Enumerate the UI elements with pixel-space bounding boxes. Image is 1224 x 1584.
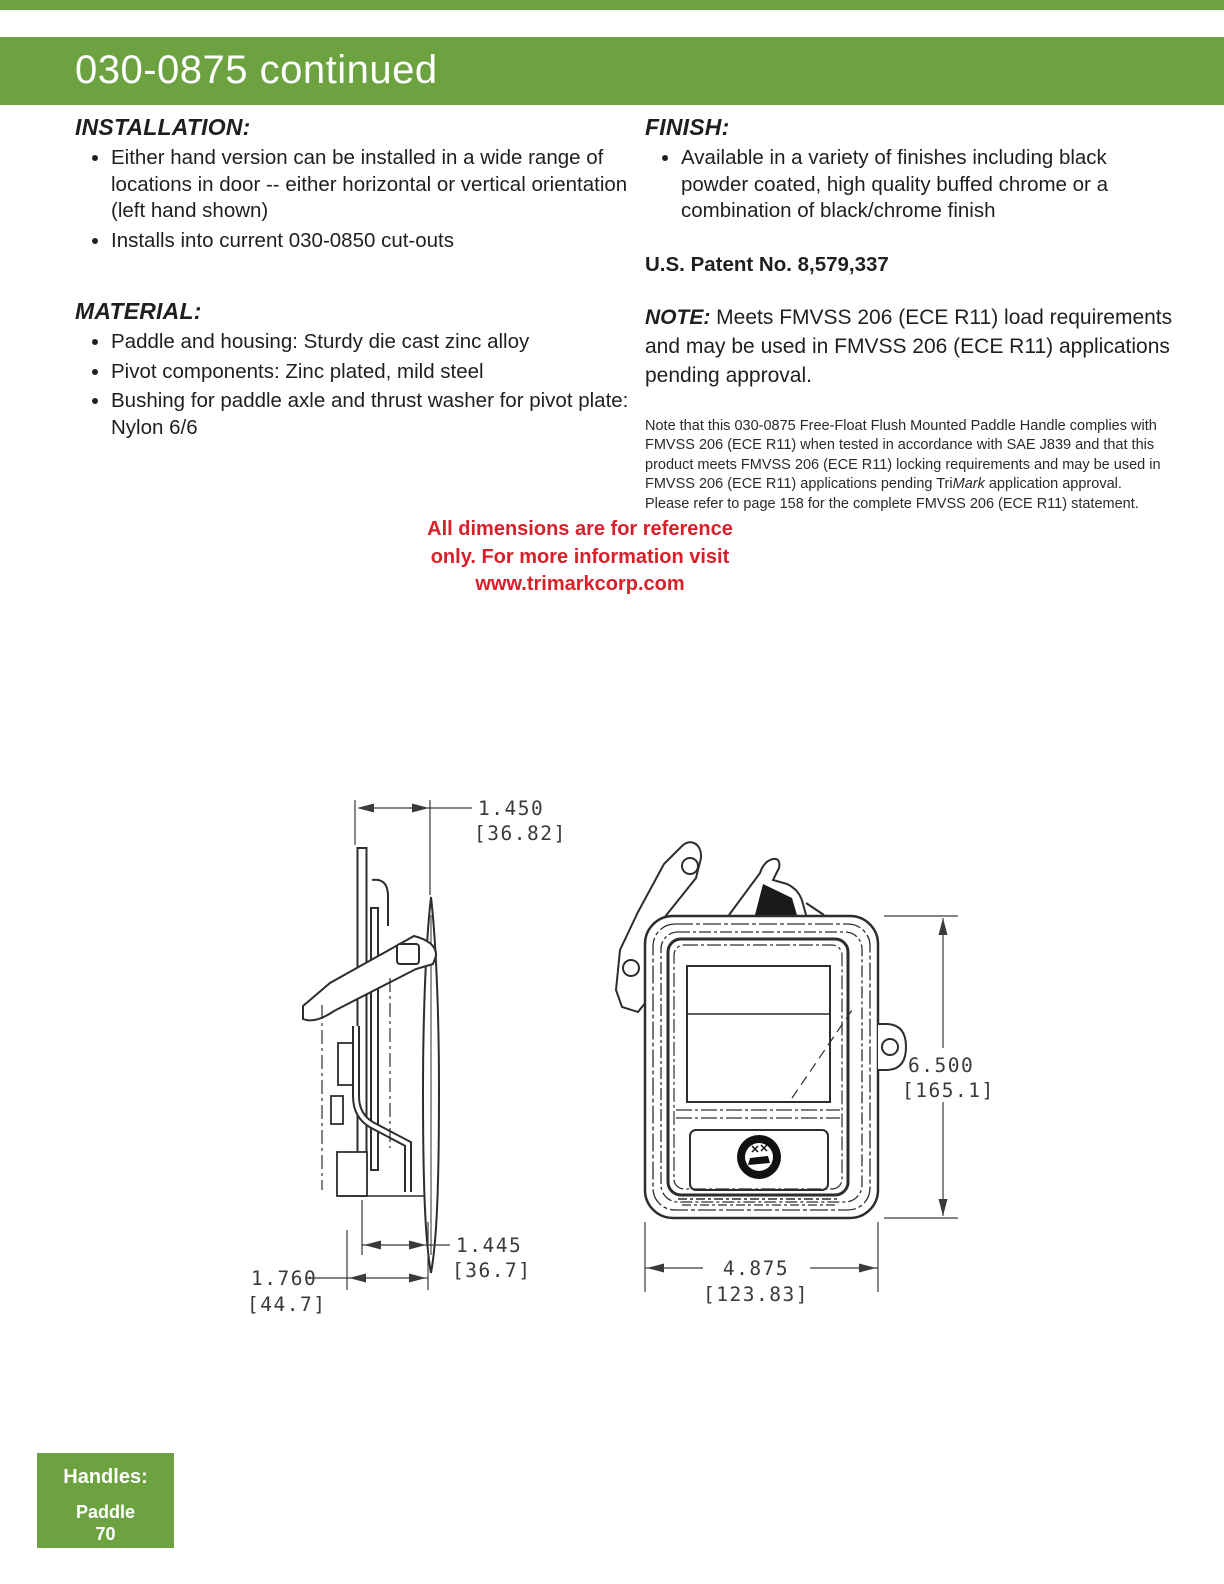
dim-side-top-mm: [36.82] xyxy=(474,822,567,845)
side-view-drawing xyxy=(303,848,439,1273)
notice-line: All dimensions are for reference xyxy=(427,518,733,540)
front-view-drawing xyxy=(616,842,906,1218)
installation-heading: INSTALLATION: xyxy=(75,114,251,140)
right-column xyxy=(645,114,1173,514)
bullet-item: • Pivot components: Zinc plated, mild steel xyxy=(111,359,635,386)
bullet-item: • Bushing for paddle axle and thrust washer for pivot plate: Nylon 6/6 xyxy=(111,388,635,441)
footer-subcategory: Paddle xyxy=(75,1502,136,1522)
dim-side-overall-mm: [44.7] xyxy=(247,1293,327,1316)
dim-side-overall-in: 1.760 xyxy=(251,1267,318,1290)
technical-drawing xyxy=(240,780,1030,1340)
footer-page-number: 70 xyxy=(95,1524,116,1544)
installation-bullet-list xyxy=(75,145,635,254)
notice-link-text: www.trimarkcorp.com xyxy=(475,573,685,595)
top-accent-strip xyxy=(0,0,1224,10)
fine-print xyxy=(645,417,1170,515)
bullet-item: • Available in a variety of finishes including black powder coated, high quality buffed chrome or a combination of black/chrome finish xyxy=(681,145,1173,225)
bullet-item: • Either hand version can be installed in a wide range of locations in door -- either horizontal or vertical orientation (left hand shown) xyxy=(111,145,635,225)
finish-bullet-list xyxy=(645,145,1173,225)
footer-category-tab xyxy=(37,1453,174,1548)
dim-front-height-mm: [165.1] xyxy=(902,1079,995,1102)
dim-front-height-in: 6.500 xyxy=(908,1054,975,1077)
dimensions-reference-notice xyxy=(380,516,780,599)
note-paragraph xyxy=(645,303,1173,390)
dim-front-width-in: 4.875 xyxy=(722,1257,790,1280)
fine-print-part1: Note that this 030-0875 Free-Float Flush Mounted Paddle Handle complies with FMVSS 206 (ECE R11) when tested in accordance with SAE J839 and that this product meets FMVSS 206 (ECE R11) locking requirements and may be used in FMVSS 206 (ECE R11) applications pending Tri xyxy=(645,417,1161,492)
page-header xyxy=(0,37,1224,105)
material-heading: MATERIAL: xyxy=(75,298,202,324)
bullet-item: • Paddle and housing: Sturdy die cast zinc alloy xyxy=(111,329,635,356)
dim-front-width-mm: [123.83] xyxy=(703,1283,809,1306)
page-title: 030-0875 continued xyxy=(75,48,438,92)
notice-line: only. For more information visit xyxy=(430,545,730,568)
brand-name-italic: Mark xyxy=(952,476,985,492)
finish-heading: FINISH: xyxy=(645,114,730,140)
fine-print-part2: application approval. Please refer to page 158 for the complete FMVSS 206 (ECE R11) statement. xyxy=(645,476,1139,512)
note-label: NOTE: xyxy=(645,305,711,329)
note-text: Meets FMVSS 206 (ECE R11) load requirements and may be used in FMVSS 206 (ECE R11) applications pending approval. xyxy=(645,305,1173,387)
dim-side-flange-mm: [36.7] xyxy=(452,1259,532,1282)
dim-side-top-in: 1.450 xyxy=(478,797,545,820)
material-bullet-list xyxy=(75,329,635,441)
patent-number: U.S. Patent No. 8,579,337 xyxy=(645,252,889,276)
footer-category: Handles: xyxy=(63,1466,148,1488)
left-column xyxy=(75,114,635,444)
dim-side-flange-in: 1.445 xyxy=(456,1234,523,1257)
bullet-item: • Installs into current 030-0850 cut-outs xyxy=(111,228,635,255)
